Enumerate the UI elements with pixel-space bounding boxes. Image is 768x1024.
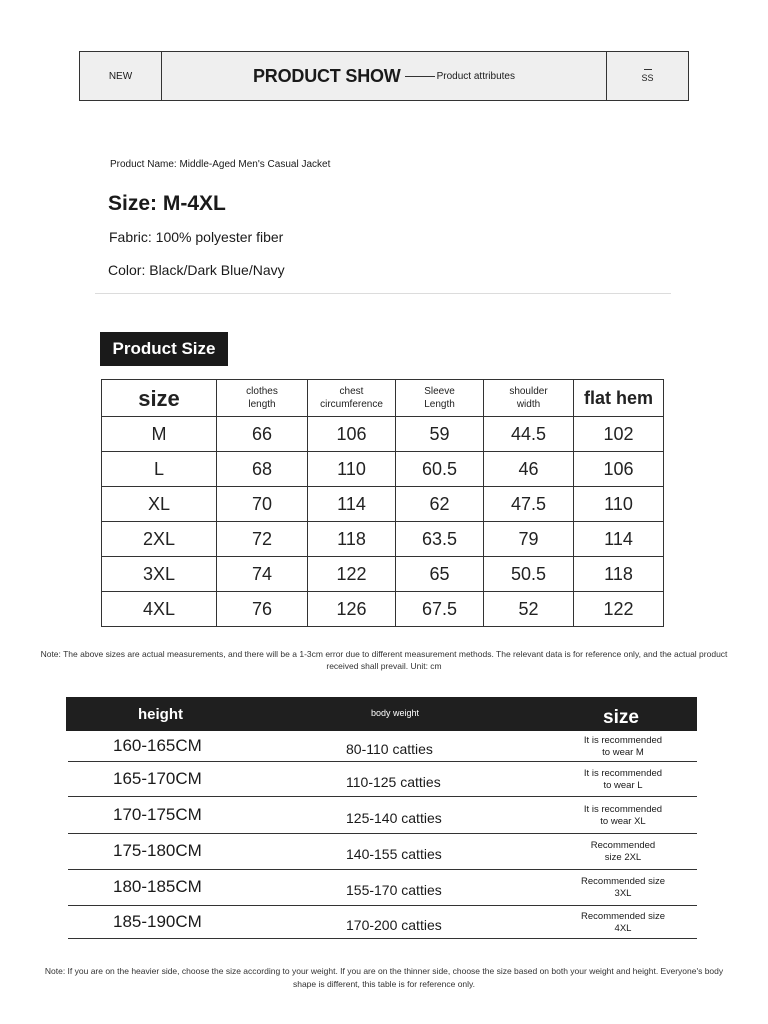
product-size-range: Size: M-4XL: [108, 192, 226, 215]
weight-table-header: [66, 697, 697, 731]
size-table-cell: 72: [217, 522, 308, 557]
height-col-header: height: [138, 706, 183, 723]
size-table-row: [102, 452, 664, 487]
height-range: 170-175CM: [113, 804, 202, 824]
size-table-cell: 59: [396, 417, 484, 452]
size-table-cell: XL: [102, 487, 217, 522]
weight-table-row: [68, 870, 697, 906]
recommended-size: It is recommended to wear XL: [583, 803, 663, 827]
flat-hem-col-header: flat hem: [574, 380, 664, 417]
banner-subtitle: Product attributes: [436, 70, 515, 82]
body-weight-range: 125-140 catties: [346, 809, 442, 826]
recommended-size: Recommended size 3XL: [581, 876, 665, 899]
recommended-size: It is recommended to wear M: [583, 735, 663, 758]
weight-table-row: [68, 797, 697, 834]
height-range: 180-185CM: [113, 877, 202, 896]
size-table-cell: M: [102, 417, 217, 452]
weight-table-row: [68, 732, 697, 762]
size-table-cell: 114: [574, 522, 664, 557]
section-divider: [95, 293, 671, 294]
size-table-cell: 122: [574, 592, 664, 627]
product-size-label: Product Size: [100, 332, 228, 366]
size-table-row: [102, 557, 664, 592]
size-table-cell: 67.5: [396, 592, 484, 627]
size-table-row: [102, 487, 664, 522]
size-table-cell: 114: [308, 487, 396, 522]
banner-title: PRODUCT SHOW: [253, 65, 401, 86]
size-table-row: [102, 592, 664, 627]
size-table-cell: 122: [308, 557, 396, 592]
size-table-cell: 118: [308, 522, 396, 557]
size-table-cell: 3XL: [102, 557, 217, 592]
banner-new-label: NEW: [80, 52, 162, 100]
height-range: 160-165CM: [113, 736, 202, 755]
product-name: Product Name: Middle-Aged Men's Casual Jacket: [110, 159, 331, 170]
shoulder-width-col-header: shoulder width: [484, 380, 574, 417]
recommended-size-col-header: size: [603, 707, 639, 728]
size-table-cell: 62: [396, 487, 484, 522]
size-table-row: [102, 522, 664, 557]
banner-ss-label: SS: [641, 73, 654, 83]
recommended-size: Recommended size 2XL: [590, 840, 656, 863]
height-range: 165-170CM: [113, 768, 202, 788]
size-table-cell: 50.5: [484, 557, 574, 592]
size-table-cell: 60.5: [396, 452, 484, 487]
size-table-cell: 70: [217, 487, 308, 522]
size-table-body: [102, 417, 664, 627]
size-table-cell: 46: [484, 452, 574, 487]
weight-note: Note: If you are on the heavier side, choose the size according to your weight. If you are on the thinner side, choose the size based on both your weight and height. Everyone's body shape is different, this table is for reference only.: [44, 966, 724, 989]
body-weight-range: 140-155 catties: [346, 846, 442, 862]
size-table-cell: L: [102, 452, 217, 487]
body-weight-range: 155-170 catties: [346, 882, 442, 898]
sleeve-length-col-header: Sleeve Length: [396, 380, 484, 417]
size-table-cell: 63.5: [396, 522, 484, 557]
size-table-cell: 44.5: [484, 417, 574, 452]
recommended-size: Recommended size 4XL: [581, 910, 665, 934]
body-weight-range: 80-110 catties: [346, 741, 433, 757]
size-table-cell: 118: [574, 557, 664, 592]
header-banner: [79, 51, 689, 101]
banner-ss-dash: [644, 69, 652, 70]
size-table-cell: 102: [574, 417, 664, 452]
size-col-header: size: [102, 380, 217, 417]
chest-circumference-col-header: chest circumference: [308, 380, 396, 417]
banner-title-area: [162, 52, 606, 100]
size-table-cell: 106: [574, 452, 664, 487]
banner-title-rule: [405, 76, 435, 77]
size-table-cell: 79: [484, 522, 574, 557]
weight-table-row: [68, 762, 697, 797]
size-table-cell: 76: [217, 592, 308, 627]
height-range: 185-190CM: [113, 911, 202, 931]
weight-table-row: [68, 834, 697, 870]
body-weight-range: 110-125 catties: [346, 773, 441, 790]
size-table-row: [102, 417, 664, 452]
size-table-cell: 52: [484, 592, 574, 627]
recommended-size: It is recommended to wear L: [583, 767, 663, 791]
size-table-cell: 74: [217, 557, 308, 592]
size-table-cell: 47.5: [484, 487, 574, 522]
clothes-length-col-header: clothes length: [217, 380, 308, 417]
size-table-cell: 2XL: [102, 522, 217, 557]
size-table-cell: 126: [308, 592, 396, 627]
height-range: 175-180CM: [113, 841, 202, 860]
size-note: Note: The above sizes are actual measurements, and there will be a 1-3cm error due to different measurement methods. The relevant data is for reference only, and the actual product received shall prevail. Unit: cm: [40, 649, 728, 671]
weight-table-row: [68, 906, 697, 939]
banner-ss-area: [606, 52, 688, 100]
size-table-cell: 66: [217, 417, 308, 452]
size-table-header-row: [102, 380, 664, 417]
size-table-cell: 4XL: [102, 592, 217, 627]
body-weight-col-header: body weight: [371, 708, 420, 718]
size-table-cell: 110: [574, 487, 664, 522]
size-table: [101, 379, 664, 627]
product-color: Color: Black/Dark Blue/Navy: [108, 262, 285, 278]
body-weight-range: 170-200 catties: [346, 916, 442, 933]
size-table-cell: 65: [396, 557, 484, 592]
product-fabric: Fabric: 100% polyester fiber: [109, 229, 284, 245]
size-table-cell: 110: [308, 452, 396, 487]
size-table-cell: 68: [217, 452, 308, 487]
size-table-cell: 106: [308, 417, 396, 452]
